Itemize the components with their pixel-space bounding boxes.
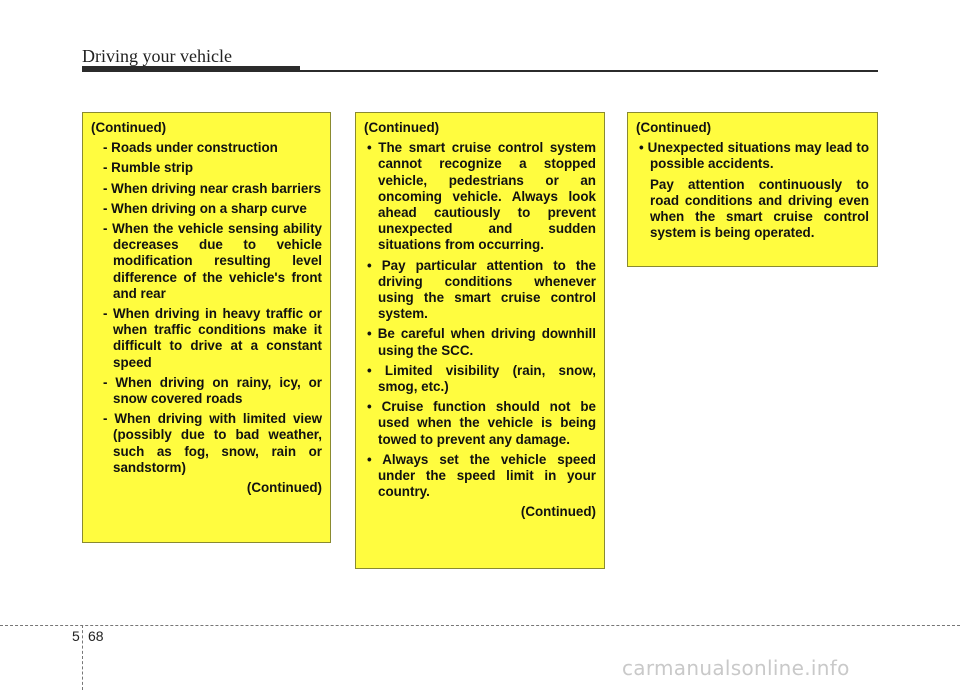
continued-label: (Continued): [520, 504, 596, 520]
page-number: 68: [88, 628, 104, 644]
header-rule-thick: [82, 66, 300, 72]
list-item: - Rumble strip: [103, 160, 194, 176]
footer-rule: [0, 625, 960, 626]
list-item: - When driving in heavy traffic or when traffic conditions make it difficult to drive at a constant speed: [103, 306, 322, 370]
list-item: • Pay particular attention to the driving conditions whenever using the smart cruise control system.: [367, 257, 596, 322]
watermark-text: carmanualsonline.info: [622, 656, 850, 680]
list-item: - Roads under construction: [103, 140, 278, 156]
list-item: - When driving on rainy, icy, or snow covered roads: [103, 374, 322, 407]
list-item: • The smart cruise control system cannot recognize a stopped vehicle, pedestrians or an oncoming vehicle. Always look ahead cautiously to prevent unexpected and sudden situations from occurring.: [367, 140, 596, 253]
list-item: - When the vehicle sensing ability decreases due to vehicle modification resulting level difference of the vehicle's front and rear: [103, 221, 322, 301]
list-item: • Always set the vehicle speed under the speed limit in your country.: [367, 451, 596, 500]
list-item: - When driving near crash barriers: [103, 180, 322, 196]
continued-label: (Continued): [91, 120, 167, 135]
continued-label: (Continued): [636, 120, 712, 135]
continued-label: (Continued): [246, 480, 322, 496]
list-item: - When driving with limited view (possibly due to bad weather, such as fog, snow, rain or sandstorm): [103, 411, 322, 475]
list-item: • Cruise function should not be used when the vehicle is being towed to prevent any damage.: [367, 399, 596, 447]
list-item: • Limited visibility (rain, snow, smog, etc.): [367, 362, 596, 395]
continued-label: (Continued): [364, 120, 440, 135]
warning-box-3: [627, 112, 878, 267]
footer-divider: [82, 625, 83, 690]
warning-box-2: [355, 112, 605, 569]
header-rule-thin: [300, 70, 878, 72]
list-item: • Be careful when driving downhill using the SCC.: [367, 326, 596, 358]
page-header-title: Driving your vehicle: [82, 46, 232, 66]
warning-paragraph: Pay attention continuously to road conditions and driving even when the smart cruise control system is being operated.: [650, 176, 869, 241]
list-item: • Unexpected situations may lead to possible accidents.: [639, 140, 869, 172]
list-item: - When driving on a sharp curve: [103, 200, 307, 216]
warning-box-1: [82, 112, 331, 543]
chapter-number: 5: [72, 628, 80, 644]
